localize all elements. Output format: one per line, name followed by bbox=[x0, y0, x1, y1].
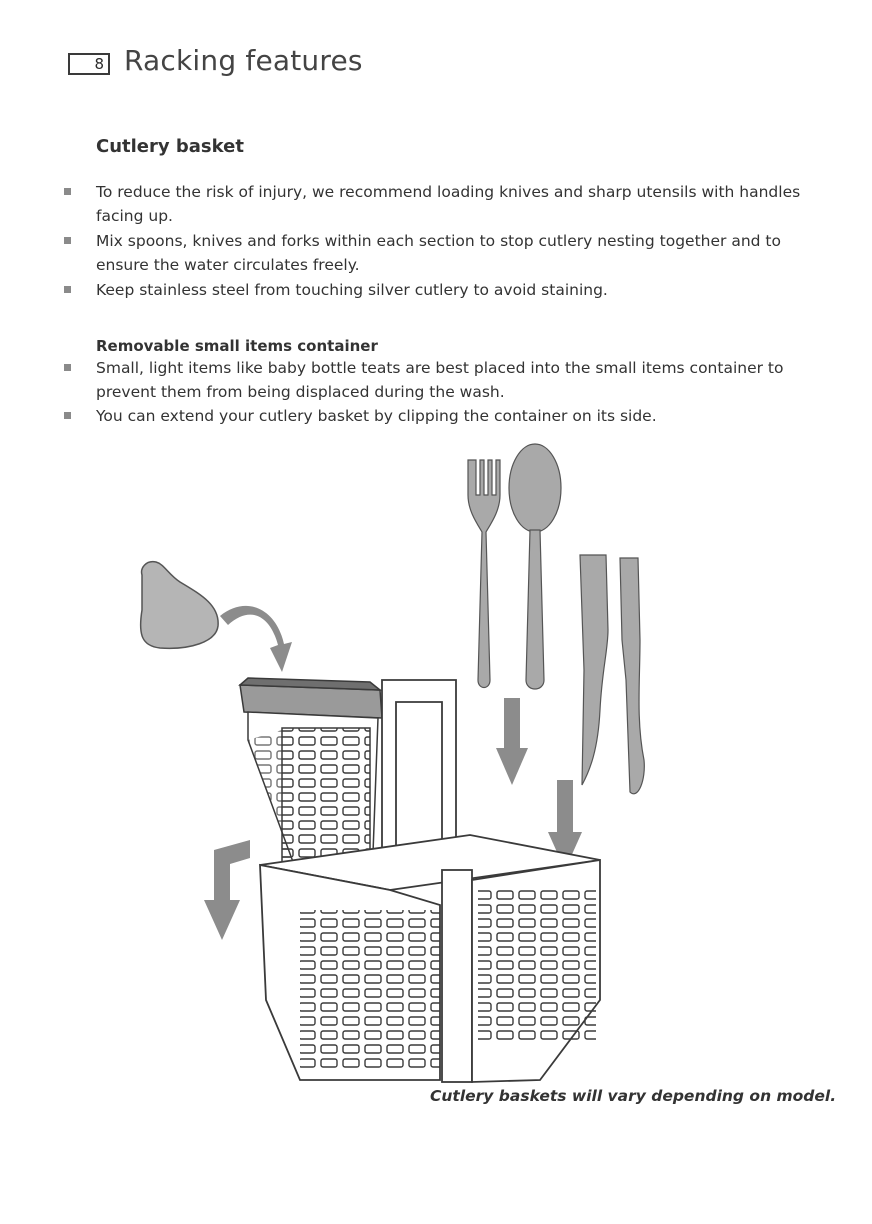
list-item bbox=[0, 180, 820, 228]
bottle-teat-icon bbox=[141, 562, 219, 649]
subheading-small-items-container: Removable small items container bbox=[96, 337, 378, 355]
bullet-square-icon bbox=[64, 412, 71, 419]
list-item bbox=[0, 278, 820, 302]
page-title: Racking features bbox=[124, 44, 363, 77]
bent-arrow-icon bbox=[204, 840, 250, 940]
bullet-square-icon bbox=[64, 364, 71, 371]
bullet-text: Keep stainless steel from touching silver cutlery to avoid staining. bbox=[96, 281, 608, 299]
knife-icon bbox=[620, 558, 644, 794]
section-heading-cutlery-basket: Cutlery basket bbox=[96, 136, 244, 157]
curved-arrow-icon bbox=[220, 606, 292, 672]
page-number-box bbox=[68, 53, 110, 75]
figure-caption: Cutlery baskets will vary depending on model. bbox=[430, 1087, 837, 1105]
down-arrow-icon bbox=[496, 698, 528, 785]
fork-icon bbox=[468, 460, 500, 688]
bullet-text: To reduce the risk of injury, we recommend loading knives and sharp utensils with handles facing up. bbox=[96, 183, 801, 225]
list-item bbox=[0, 356, 820, 404]
bullet-square-icon bbox=[64, 188, 71, 195]
spoon-icon bbox=[509, 444, 561, 689]
bullet-text: Mix spoons, knives and forks within each section to stop cutlery nesting together and to ensure the water circulates freely. bbox=[96, 232, 781, 274]
cutlery-basket-illustration bbox=[120, 440, 680, 1090]
small-items-bullet-list bbox=[0, 356, 820, 428]
bullet-text: You can extend your cutlery basket by clipping the container on its side. bbox=[96, 407, 657, 425]
list-item bbox=[0, 229, 820, 277]
bullet-square-icon bbox=[64, 237, 71, 244]
cutlery-basket-bullet-list bbox=[0, 180, 820, 302]
knife-icon bbox=[580, 555, 608, 785]
small-items-container-icon bbox=[240, 678, 382, 880]
list-item bbox=[0, 404, 820, 428]
bullet-square-icon bbox=[64, 286, 71, 293]
bullet-text: Small, light items like baby bottle teats are best placed into the small items container to prevent them from being displaced during the wash. bbox=[96, 359, 784, 401]
page-number: 8 bbox=[94, 55, 104, 73]
